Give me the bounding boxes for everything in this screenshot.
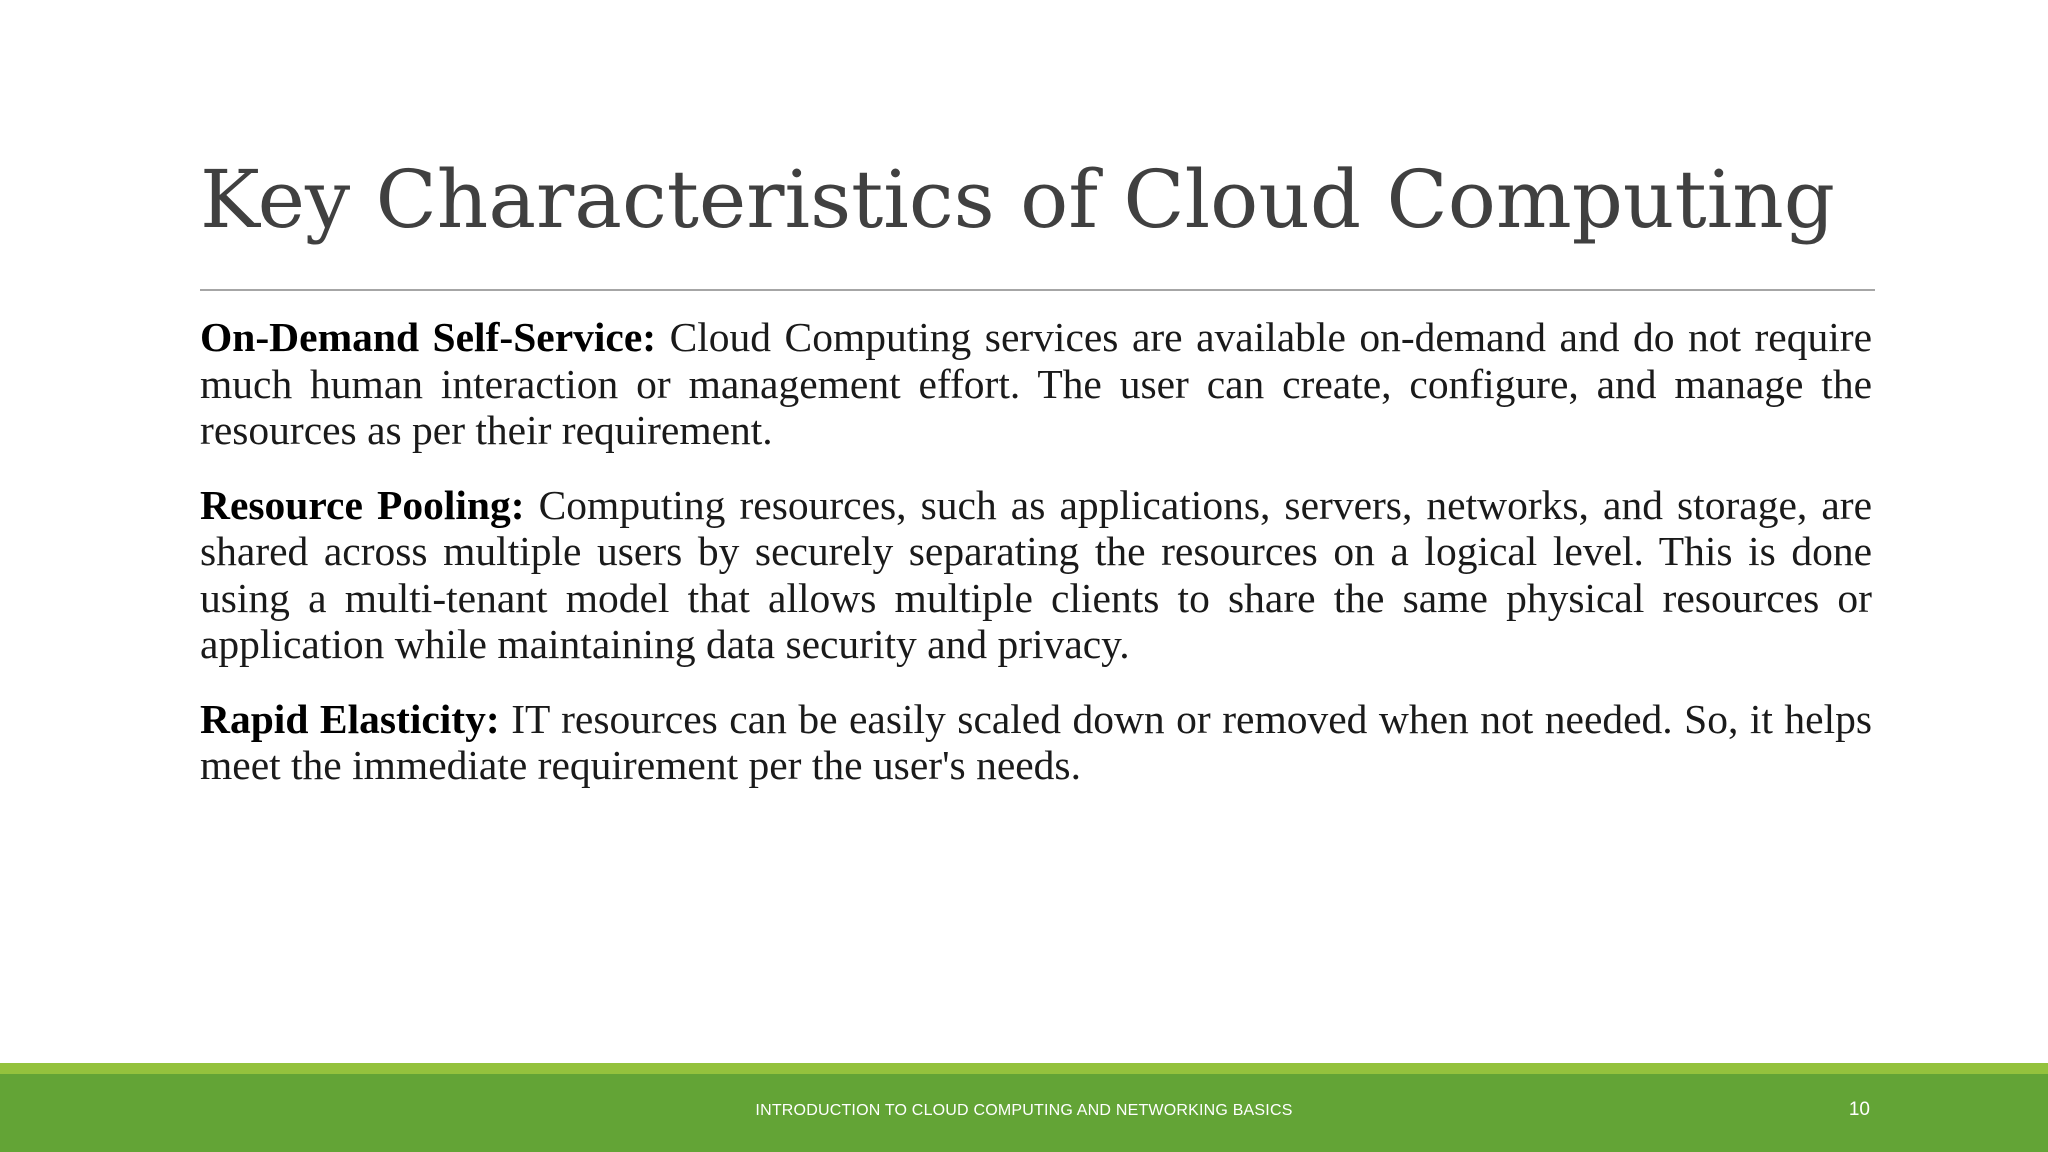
- footer-title: INTRODUCTION TO CLOUD COMPUTING AND NETWORKING BASICS: [755, 1102, 1293, 1119]
- paragraph-text: IT resources can be easily scaled down or removed when not needed. So, it helps meet the immediate requirement per the user's needs.: [200, 695, 1872, 788]
- footer-bar: [0, 1074, 2048, 1152]
- term-label: Resource Pooling:: [200, 481, 525, 528]
- paragraph-rapid-elasticity: [200, 696, 1872, 789]
- slide-title: Key Characteristics of Cloud Computing: [200, 153, 1835, 246]
- slide-body: [200, 314, 1872, 817]
- paragraph-on-demand-self-service: [200, 314, 1872, 454]
- paragraph-text: Cloud Computing services are available on-demand and do not require much human interaction or management effort. The user can create, configure, and manage the resources as per their requirement.: [200, 314, 1872, 453]
- term-label: Rapid Elasticity:: [200, 695, 500, 742]
- title-divider: [200, 289, 1875, 291]
- paragraph-resource-pooling: [200, 482, 1872, 668]
- page-number: 10: [1848, 1099, 1870, 1120]
- paragraph-text: Computing resources, such as applications, servers, networks, and storage, are shared across multiple users by securely separating the resources on a logical level. This is done using a multi-tenant model that allows multiple clients to share the same physical resources or application while maintaining data security and privacy.: [200, 481, 1872, 667]
- term-label: On-Demand Self-Service:: [200, 314, 657, 360]
- footer-accent-stripe: [0, 1063, 2048, 1074]
